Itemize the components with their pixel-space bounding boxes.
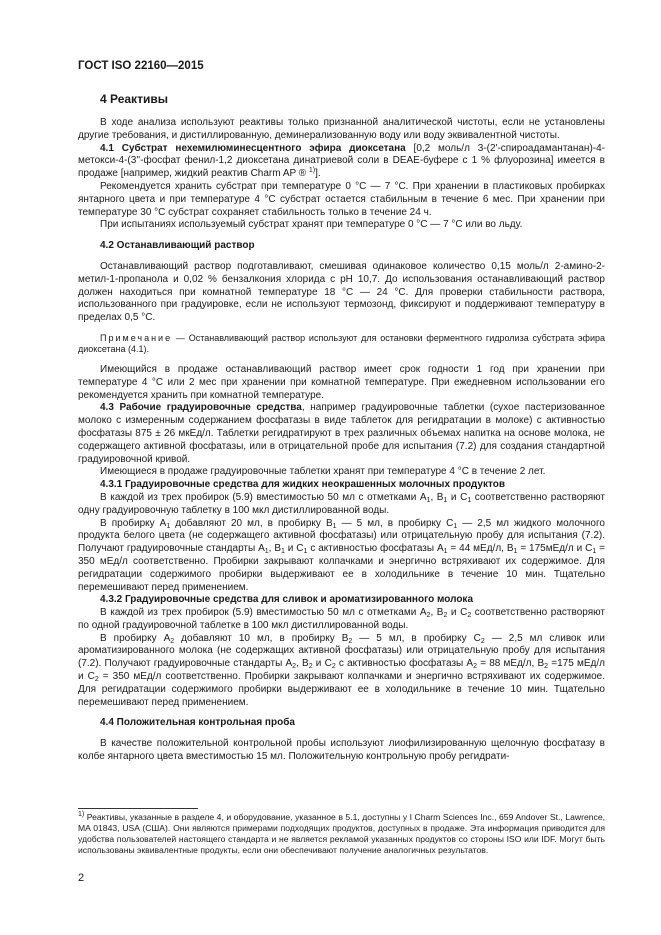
paragraph-4-3-2-a: В каждой из трех пробирок (5.9) вместимостью 50 мл с отметками $A_2$, $B_2$ и $C_2$ соответственно растворяют по одной градуировочной таблетке в 100 мкл дистиллированной воды. (78, 607, 605, 631)
note-4-2 (78, 333, 605, 356)
footnote-mark: 1) (78, 811, 85, 818)
footnote-text: Реактивы, указанные в разделе 4, и оборудование, указанное в 5.1, доступны у I Charm Sciences Inc., 659 Andover St., Lawrence, MA 01843, USA (США). Они являются примерами подходящих продуктов, доступных в продаже. Эта информация приводится для удобства пользователей настоящего стандарта и не является рекламой указанных продуктов со стороны ISO или IDF. Могут быть использованы эквивалентные продукты, если они обеспечивают получение аналогичных результатов. (78, 812, 605, 855)
footnote-ref: 1) (308, 167, 316, 175)
text-4-1: [0,2 моль/л 3-(2'-спироадамантанан)-4-метокси-4-(3''-фосфат фенил-1,2 диоксетана динатриевой соли в DEAE-буфере с 1 % флуорозина] имеется в продаже [например, жидкий реактив Charm AP ® (78, 142, 605, 180)
note-label: Примечание (100, 332, 173, 343)
heading-4-2: 4.2 Останавливающий раствор (100, 240, 255, 252)
paragraph-4-3-1-b: В пробирку $A_1$ добавляют 20 мл, в пробирку $B_1$ — 5 мл, в пробирку $C_1$ — 2,5 мл жидкого молочного продукта белого цвета (не содержащего активной фосфатазы) или отрицательную пробу для испытания (7.2). Получают градуировочные стандарты $A_1$, $B_1$ и $C_1$ с активностью фосфатазы $A_1 = 44$ мЕд/л, $B_1 = 175мЕд/л$ и $C_1 = 350$ мЕд/л соответственно. Пробирки закрывают колпачками и энергично встряхивают их содержимое. Для регидратации содержимого пробирки выдерживают ее в холодильнике в течение 10 мин. Тщательно перемешивают перед применением. (78, 517, 605, 593)
page-number: 2 (78, 872, 85, 884)
paragraph-4-1-storage: Рекомендуется хранить субстрат при температуре 0 °С — 7 °С. При хранении в пластиковых пробирках янтарного цвета и при температуре 4 °С субстрат остается стабильным в течение 6 мес. При хранении при температуре 30 °С субстрат сохраняет стабильность только в течение 24 ч. (78, 180, 605, 218)
paragraph-4-1-testing: При испытаниях используемый субстрат хранят при температуре 0 °С — 7 °С или во льду. (100, 219, 523, 231)
document-body (78, 92, 605, 764)
heading-4-3: 4.3 Рабочие градуировочные средства (100, 402, 302, 414)
footnote-divider (78, 808, 198, 809)
footnote (78, 812, 605, 856)
standard-header: ГОСТ ISO 22160—2015 (78, 60, 204, 72)
text-4-3: , например градуировочные таблетки (сухое пастеризованное молоко с измеренным содержанием фосфатазы в виде таблеток для регидратации в молоке) с активностью фосфатазы 875 ± 26 мкЕд/л. Таблетки регидратируют в трех различных объемах напитка на основе молока, не содержащего активной фосфатазы, или в отрицательной пробе для испытания (7.2) для создания стандартной градуировочной кривой. (78, 402, 605, 465)
paragraph-4-3-1-a: В каждой из трех пробирок (5.9) вместимостью 50 мл с отметками $A_1$, $B_1$ и $C_1$ соответственно растворяют одну градуировочную таблетку в 100 мкл дистиллированной воды. (78, 491, 605, 516)
text-4-1-end: ]. (315, 168, 321, 180)
heading-4-4: 4.4 Положительная контрольная проба (100, 717, 295, 729)
section-title: 4 Реактивы (100, 92, 168, 106)
paragraph-4-1 (78, 143, 605, 181)
paragraph-reagents-intro: В ходе анализа используют реактивы только признанной аналитической чистоты, если не установлены другие требования, и дистиллированную, деминерализованную воду или воду эквивалентной чистоты. (78, 117, 605, 141)
paragraph-4-3-storage: Имеющиеся в продаже градуировочные таблетки хранят при температуре 4 °С в течение 2 лет. (100, 466, 546, 478)
paragraph-4-2: Останавливающий раствор подготавливают, смешивая одинаковое количество 0,15 моль/л 2-амино-2-метил-1-пропанола и 0,02 % бензалкония хлорида с pH 10,7. До использования останавливающий раствор должен находиться при комнатной температуре 18 °С — 24 °С. Для проверки стабильности раствора, использованного при градуировке, если не используют термозонд, фиксируют и поддерживают температуру в пределах 0,5 °С. (78, 260, 605, 324)
paragraph-4-3 (78, 402, 605, 466)
paragraph-4-3-2-b: В пробирку $A_2$ добавляют 10 мл, в пробирку $B_2$ — 5 мл, в пробирку $C_2$ — 2,5 мл сливок или ароматизированного молока (не содержащих активной фосфатазы) или отрицательную пробу для испытания (7.2). Получают градуировочные стандарты $A_2$, $B_2$ и $C_2$ с активностью фосфатазы $A_2 = 88$ мЕд/л, $B_2 =175$ мЕд/л и $C_2 = 350$ мЕд/л соответственно. Пробирки закрывают колпачками и энергично встряхивают их содержимое. Для регидратации содержимого пробирки выдерживают ее в холодильнике в течение 10 мин. Тщательно перемешивают перед применением. (78, 632, 605, 708)
paragraph-4-2-shelf-life: Имеющийся в продаже останавливающий раствор имеет срок годности 1 год при хранении при температуре 4 °С или 2 мес при хранении при комнатной температуре. При ежедневном использовании его рекомендуется хранить при комнатной температуре. (78, 363, 605, 401)
heading-4-1: 4.1 Субстрат нехемилюминесцентного эфира диоксетана (100, 142, 406, 154)
heading-4-3-2: 4.3.2 Градуировочные средства для сливок и ароматизированного молока (100, 594, 474, 606)
paragraph-4-4: В качестве положительной контрольной пробы используют лиофилизированную щелочную фосфатазу в колбе янтарного цвета вместимостью 15 мл. Положительную контрольную пробу регидрати- (78, 738, 605, 763)
note-text: — Останавливающий раствор используют для остановки ферментного гидролиза субстрата эфира диоксетана (4.1). (78, 332, 605, 355)
heading-4-3-1: 4.3.1 Градуировочные средства для жидких неокрашенных молочных продуктов (100, 479, 505, 491)
